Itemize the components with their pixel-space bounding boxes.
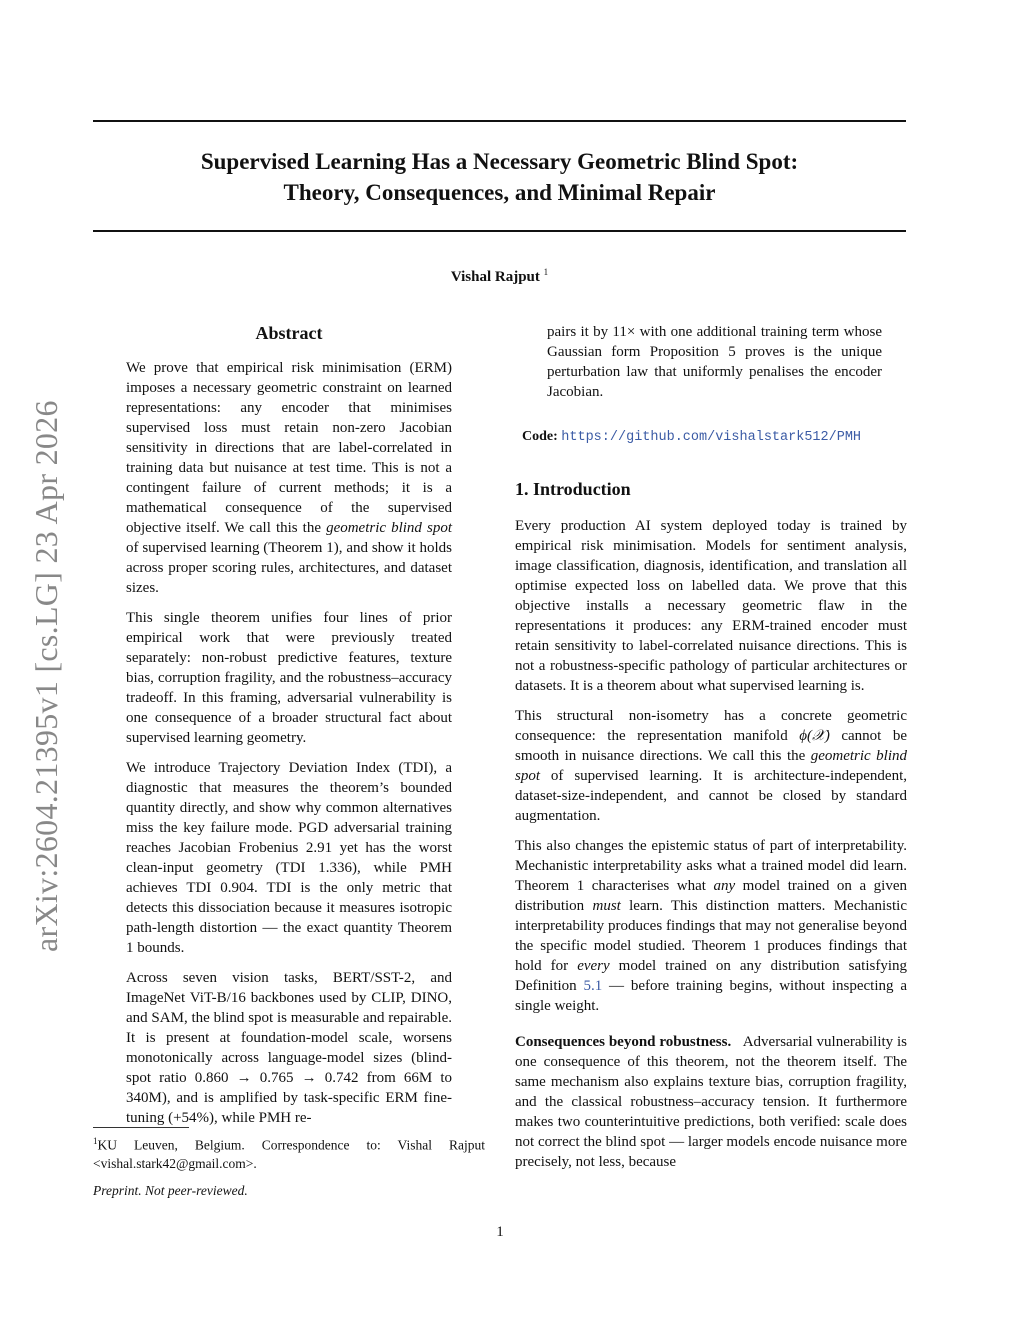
paper-title xyxy=(93,146,906,208)
footnote-rule xyxy=(93,1127,189,1128)
intro-paragraph-4: Consequences beyond robustness. Adversarial vulnerability is one consequence of this theorem, not the theorem itself. The same mechanism also explains texture bias, corruption fragility, and the classical robustness–accuracy tension. It furthermore makes two counterintuitive predictions, both verified: scale does not correct the blind spot — larger models encode nuisance more precisely, not less, because xyxy=(515,1034,908,1170)
page-number: 1 xyxy=(496,1224,504,1240)
abstract-heading: Abstract xyxy=(255,323,323,343)
code-line xyxy=(522,427,907,448)
abstract-paragraph-1: We prove that empirical risk minimisation (ERM) imposes a necessary geometric constraint on learned representations: any encoder that minimises supervised loss must retain non-zero Jacobian sensitivity in directions that are label-correlated in training data but nuisance at test time. This is not a contingent failure of current methods; it is a mathematical consequence of the supervised objective itself. We call this the geometric blind spot of supervised learning (Theorem 1), and show it holds across proper scoring rules, architectures, and dataset sizes. xyxy=(126,360,452,596)
left-column xyxy=(126,322,452,1138)
author-line xyxy=(93,267,906,286)
footnote-mark: 1 xyxy=(93,1136,98,1146)
math-phi-x: ϕ(𝒳) xyxy=(799,728,830,744)
author-affiliation-mark: 1 xyxy=(543,267,549,277)
introduction-heading: 1. Introduction xyxy=(515,479,631,499)
abstract-paragraph-2: This single theorem unifies four lines of prior empirical work that were previously treated separately: non-robust predictive features, texture bias, corruption fragility, and the robustness–accuracy tradeoff. In this framing, adversarial vulnerability is one consequence of a broader structural fact about supervised learning geometry. xyxy=(126,610,452,746)
definition-reference-link[interactable]: 5.1 xyxy=(583,978,603,994)
right-column xyxy=(515,322,907,1182)
preprint-note: Preprint. Not peer-reviewed. xyxy=(93,1183,248,1198)
intro-paragraph-1: Every production AI system deployed today is trained by empirical risk minimisation. Models for sentiment analysis, image classification, diagnosis, identification, and translation all optimise expected loss on labelled data. We prove that this objective installs a necessary geometric flaw in the representations it produces: any ERM-trained encoder must retain sensitivity to label-correlated nuisance directions. This is not a robustness-specific pathology of particular architectures or datasets. It is a theorem about what supervised learning is. xyxy=(515,518,907,694)
affiliation-footnote xyxy=(93,1132,485,1173)
footnote-text: KU Leuven, Belgium. Correspondence to: Vishal Rajput <vishal.stark42@gmail.com>. xyxy=(93,1137,485,1171)
intro-paragraph-2: This structural non-isometry has a concrete geometric consequence: the representation manifold ϕ(𝒳) cannot be smooth in nuisance directions. We call this the geometric blind spot of supervised learning. It is architecture-independent, dataset-size-independent, and cannot be closed by standard augmentation. xyxy=(515,708,907,824)
arxiv-identifier: arXiv:2604.21395v1 [cs.LG] 23 Apr 2026 xyxy=(28,400,64,952)
title-top-rule xyxy=(93,120,906,122)
title-bottom-rule xyxy=(93,230,906,232)
abstract-paragraph-4-continued: pairs it by 11× with one additional training term whose Gaussian form Proposition 5 proves is the unique perturbation law that uniformly penalises the encoder Jacobian. xyxy=(547,324,882,400)
code-label: Code: xyxy=(522,429,558,444)
paragraph-heading: Consequences beyond robustness. xyxy=(515,1034,732,1050)
intro-paragraph-3: This also changes the epistemic status of part of interpretability. Mechanistic interpretability asks what a trained model did learn. Theorem 1 characterises what any model trained on a given distribution must learn. This distinction matters. Mechanistic interpretability produces findings that may not generalise beyond the specific model studied. Theorem 1 produces findings that hold for every model trained on any distribution satisfying Definition 5.1 — before training begins, without inspecting a single weight. xyxy=(515,838,908,1014)
abstract-paragraph-3: We introduce Trajectory Deviation Index (TDI), a diagnostic that measures the theorem’s bounded quantity directly, and show why common alternatives miss the key failure mode. PGD adversarial training reaches Jacobian Frobenius 2.91 yet has the worst clean-input geometry (TDI 1.336), while PMH achieves TDI 0.904. TDI is the only metric that detects this dissociation because it measures isotropic path-length distortion — the exact quantity Theorem 1 bounds. xyxy=(126,760,452,956)
abstract-paragraph-4: Across seven vision tasks, BERT/SST-2, and ImageNet ViT-B/16 backbones used by CLIP, DINO, and SAM, the blind spot is measurable and repairable. It is present at foundation-model scale, worsens monotonically across language-model sizes (blind-spot ratio 0.860 → 0.765 → 0.742 from 66M to 340M), and is amplified by task-specific ERM fine-tuning (+54%), while PMH re- xyxy=(126,970,452,1126)
code-repository-link[interactable]: https://github.com/vishalstark512/PMH xyxy=(561,430,862,445)
author-name: Vishal Rajput xyxy=(450,269,540,285)
title-line-2: Theory, Consequences, and Minimal Repair xyxy=(283,180,716,205)
title-line-1: Supervised Learning Has a Necessary Geometric Blind Spot: xyxy=(200,149,799,174)
